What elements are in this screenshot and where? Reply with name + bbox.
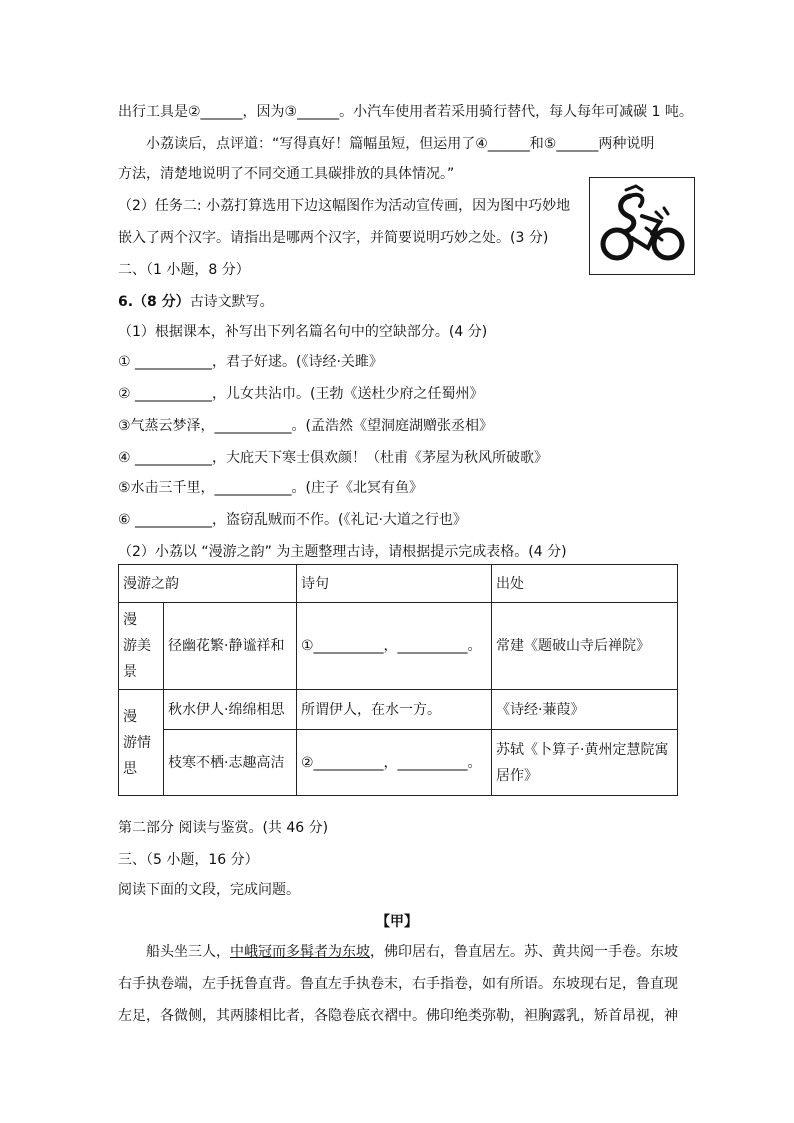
fill-blank-5: ⑤水击三千里，___________。(庄子《北冥有鱼》 — [118, 480, 424, 496]
cycling-poster-image — [589, 177, 695, 275]
table-row — [119, 690, 678, 730]
passage-text: ，佛印居右，鲁直居左。苏、黄共阅一手卷。东坡 — [370, 944, 678, 960]
verse-cell: 所谓伊人，在水一方。 — [297, 690, 492, 730]
table-header-cell: 出处 — [492, 565, 678, 603]
theme-cell: 枝寒不栖·志趣高洁 — [164, 730, 297, 796]
fill-blank-3: ③气蒸云梦泽，___________。(孟浩然《望洞庭湖赠张丞相》 — [118, 418, 494, 434]
underlined-sentence: 中峨冠而多髯者为东坡 — [230, 944, 370, 960]
section-two-heading: 二、（1 小题，8 分） — [118, 262, 250, 278]
verse-cell: ①__________，__________。 — [297, 603, 492, 690]
passage-line-2: 右手执卷端，左手抚鲁直背。鲁直左手执卷末，右手指卷，如有所语。东坡现右足，鲁直现 — [118, 976, 678, 992]
table-header-row — [119, 565, 678, 603]
group-cell: 漫 游美景 — [119, 603, 164, 690]
line-3: 方法，清楚地说明了不同交通工具碳排放的具体情况。” — [118, 166, 455, 182]
passage-title: 【甲】 — [376, 914, 418, 930]
source-cell: 苏轼《卜算子·黄州定慧院寓居作》 — [492, 730, 678, 796]
reading-instruction: 阅读下面的文段，完成问题。 — [118, 882, 300, 898]
line-2: 小荔读后，点评道：“写得真好！篇幅虽短，但运用了④______和⑤______两种说明 — [146, 136, 655, 152]
passage-text: 船头坐三人， — [146, 944, 230, 960]
task-two-line-2: 嵌入了两个汉字。请指出是哪两个汉字，并简要说明巧妙之处。(3 分) — [118, 230, 549, 246]
cyclist-icon — [590, 178, 694, 274]
source-cell: 《诗经·蒹葭》 — [492, 690, 678, 730]
table-row — [119, 603, 678, 690]
table-header-cell: 漫游之韵 — [119, 565, 297, 603]
section-three-heading: 三、（5 小题，16 分） — [118, 852, 259, 868]
part-two-heading: 第二部分 阅读与鉴赏。(共 46 分) — [118, 820, 329, 836]
fill-blank-6: ⑥ ___________，盗窃乱贼而不作。(《礼记·大道之行也》 — [118, 512, 467, 528]
passage-line-1 — [146, 942, 678, 962]
question-6 — [118, 292, 274, 312]
theme-cell: 径幽花繁·静谧祥和 — [164, 603, 297, 690]
source-cell: 常建《题破山寺后禅院》 — [492, 603, 678, 690]
poem-table — [118, 564, 678, 796]
table-row — [119, 730, 678, 796]
line-1: 出行工具是②______，因为③______。小汽车使用者若采用骑行替代，每人每年可减碳 1 吨。 — [118, 104, 693, 120]
group-cell: 漫 游情思 — [119, 690, 164, 796]
sub-question-2: （2）小荔以 “漫游之韵” 为主题整理古诗，请根据提示完成表格。(4 分) — [118, 544, 567, 560]
question-text: 古诗文默写。 — [189, 294, 274, 310]
fill-blank-2: ② ___________，儿女共沾巾。(王勃《送杜少府之任蜀州》 — [118, 386, 484, 402]
verse-cell: ②__________，__________。 — [297, 730, 492, 796]
task-two-line: （2）任务二: 小荔打算选用下边这幅图作为活动宣传画，因为图中巧妙地 — [118, 198, 571, 214]
fill-blank-4: ④ ___________，大庇天下寒士俱欢颜！（杜甫《茅屋为秋风所破歌》 — [118, 450, 548, 466]
table-header-cell: 诗句 — [297, 565, 492, 603]
theme-cell: 秋水伊人·绵绵相思 — [164, 690, 297, 730]
sub-question-1: （1）根据课本，补写出下列名篇名句中的空缺部分。(4 分) — [118, 324, 488, 340]
question-number: 6.（8 分） — [118, 294, 190, 310]
fill-blank-1: ① ___________，君子好逑。(《诗经·关雎》 — [118, 354, 383, 370]
passage-line-3: 左足，各微侧，其两膝相比者，各隐卷底衣褶中。佛印绝类弥勒，袒胸露乳，矫首昂视，神 — [118, 1008, 678, 1024]
